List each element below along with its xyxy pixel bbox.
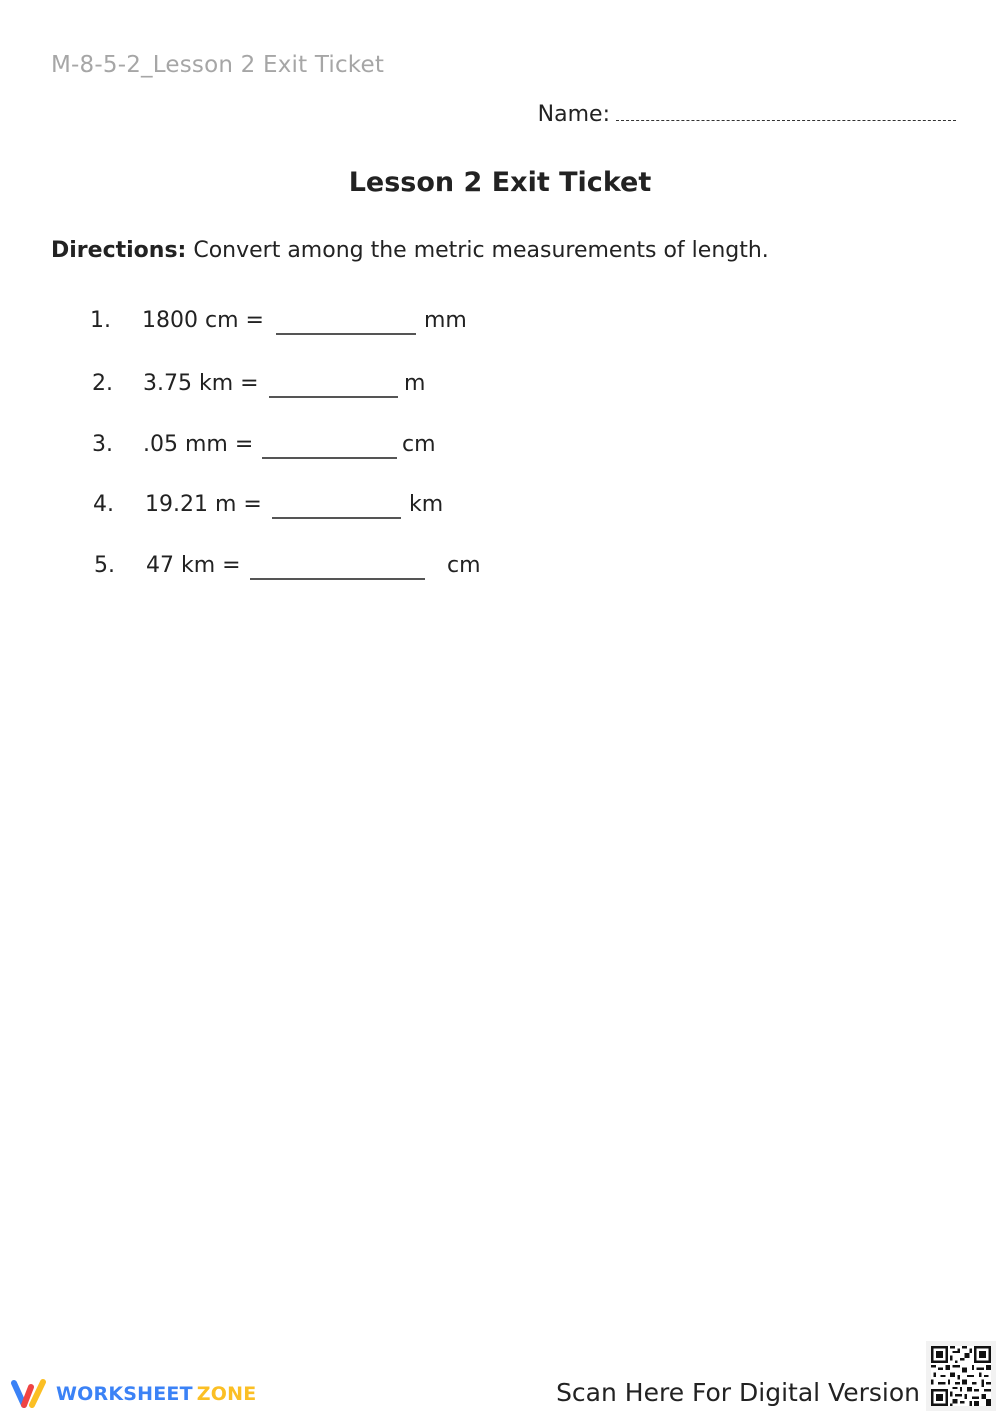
brand-name bbox=[56, 1383, 256, 1405]
answer-blank[interactable] bbox=[276, 333, 416, 335]
problem-unit: m bbox=[404, 371, 426, 396]
answer-blank[interactable] bbox=[269, 396, 398, 398]
directions-label: Directions: bbox=[51, 238, 187, 263]
answer-blank[interactable] bbox=[250, 578, 425, 580]
problem-unit: mm bbox=[424, 308, 467, 333]
document-code: M-8-5-2_Lesson 2 Exit Ticket bbox=[51, 52, 385, 78]
brand-name-part1: WORKSHEET bbox=[56, 1383, 193, 1405]
problem-number: 2. bbox=[92, 371, 113, 396]
name-blank-line[interactable] bbox=[616, 102, 956, 121]
problem-number: 3. bbox=[92, 432, 113, 457]
problem-number: 5. bbox=[94, 553, 115, 578]
brand-name-part2: ZONE bbox=[196, 1383, 257, 1405]
name-field[interactable] bbox=[538, 102, 956, 127]
page-title: Lesson 2 Exit Ticket bbox=[348, 167, 652, 198]
worksheet-zone-logo[interactable] bbox=[10, 1374, 256, 1414]
name-label: Name: bbox=[537, 102, 610, 127]
problem-expression: 19.21 m = bbox=[145, 492, 262, 517]
problem-expression: .05 mm = bbox=[143, 432, 254, 457]
problem-number: 4. bbox=[93, 492, 114, 517]
problem-unit: cm bbox=[402, 432, 436, 457]
problem-expression: 1800 cm = bbox=[142, 308, 264, 333]
answer-blank[interactable] bbox=[272, 517, 401, 519]
problem-expression: 3.75 km = bbox=[143, 371, 259, 396]
problem-expression: 47 km = bbox=[146, 553, 241, 578]
scan-instruction: Scan Here For Digital Version bbox=[556, 1378, 920, 1407]
qr-code-icon[interactable] bbox=[926, 1341, 996, 1411]
qr-code-graphic bbox=[931, 1346, 991, 1406]
directions bbox=[51, 238, 769, 263]
problem-number: 1. bbox=[90, 308, 111, 333]
problem-unit: km bbox=[409, 492, 444, 517]
worksheet-zone-logo-icon bbox=[10, 1377, 50, 1411]
answer-blank[interactable] bbox=[262, 457, 397, 459]
directions-text: Convert among the metric measurements of length. bbox=[186, 238, 769, 263]
problem-unit: cm bbox=[447, 553, 481, 578]
